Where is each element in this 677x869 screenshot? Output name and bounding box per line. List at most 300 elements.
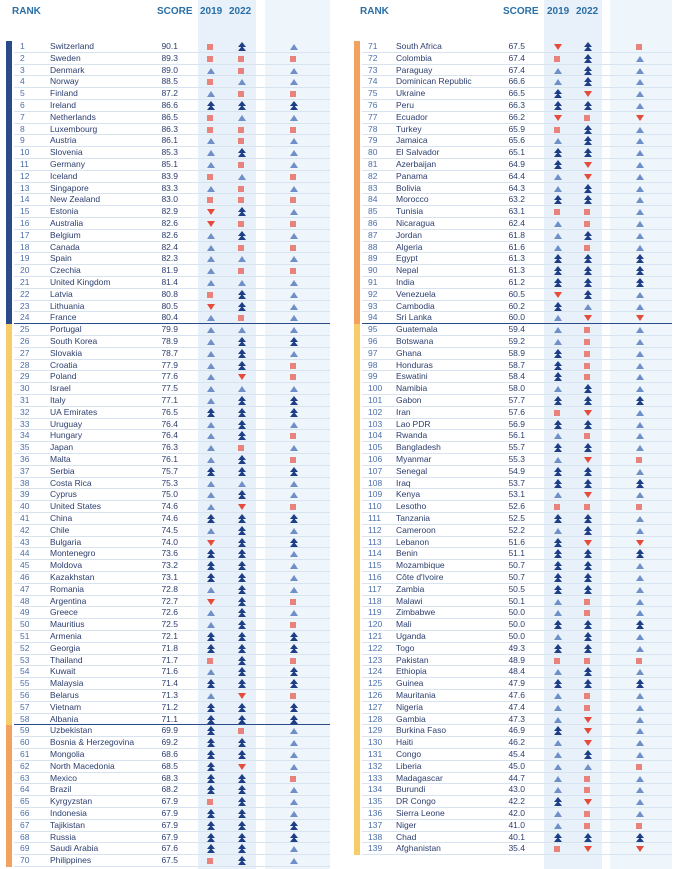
- rank-cell: 13: [20, 182, 30, 193]
- indicator-2022-icon: [238, 420, 246, 428]
- indicator-change-icon: [290, 846, 298, 852]
- indicator-change-icon: [636, 245, 644, 251]
- tier-color-bar: [354, 53, 360, 65]
- indicator-2019-icon: [207, 138, 215, 144]
- tier-color-bar: [6, 737, 12, 749]
- indicator-change-icon: [636, 587, 644, 593]
- indicator-change-icon: [290, 101, 298, 109]
- indicator-2022-icon: [238, 174, 246, 180]
- tier-color-bar: [6, 112, 12, 124]
- score-cell: 61.6: [508, 241, 525, 252]
- indicator-2019-icon: [554, 693, 562, 699]
- score-cell: 50.0: [508, 619, 525, 630]
- indicator-change-icon: [636, 422, 644, 428]
- tier-color-bar: [354, 749, 360, 761]
- tier-color-bar: [6, 430, 12, 442]
- table-row: [0, 596, 340, 608]
- country-cell: Hungary: [50, 430, 83, 441]
- indicator-2019-icon: [207, 363, 215, 369]
- score-cell: 81.4: [161, 277, 178, 287]
- rank-cell: 2: [20, 52, 25, 63]
- score-cell: 74.6: [161, 513, 178, 523]
- indicator-2019-icon: [554, 386, 562, 392]
- tier-color-bar: [354, 631, 360, 643]
- score-cell: 66.2: [508, 111, 525, 122]
- table-row: [340, 242, 677, 254]
- score-cell: 59.2: [508, 336, 525, 346]
- country-cell: Colombia: [396, 52, 432, 63]
- indicator-2022-icon: [584, 846, 592, 852]
- country-cell: Chile: [50, 524, 70, 535]
- indicator-change-icon: [290, 833, 298, 841]
- score-cell: 58.4: [508, 371, 525, 382]
- country-cell: Botswana: [396, 336, 434, 346]
- country-cell: El Salvador: [396, 147, 440, 158]
- indicator-change-icon: [290, 632, 298, 640]
- score-cell: 71.1: [161, 713, 178, 724]
- table-row: [340, 596, 677, 608]
- indicator-2022-icon: [584, 278, 592, 286]
- indicator-change-icon: [636, 445, 644, 451]
- indicator-2022-icon: [584, 457, 592, 463]
- indicator-2022-icon: [238, 101, 246, 109]
- score-cell: 45.0: [508, 760, 525, 771]
- table-row: [0, 666, 340, 678]
- table-row: [340, 430, 677, 442]
- indicator-2019-icon: [207, 599, 215, 605]
- indicator-2019-icon: [554, 776, 562, 782]
- table-row: [340, 183, 677, 195]
- indicator-change-icon: [636, 705, 644, 711]
- country-cell: Uruguay: [50, 418, 83, 429]
- indicator-2019-icon: [207, 79, 213, 85]
- indicator-2019-icon: [554, 44, 562, 50]
- table-row: [0, 360, 340, 372]
- indicator-change-icon: [290, 787, 298, 793]
- tier-color-bar: [6, 643, 12, 655]
- country-cell: Finland: [50, 88, 78, 99]
- indicator-2019-icon: [554, 245, 562, 251]
- indicator-2022-icon: [238, 127, 244, 133]
- indicator-change-icon: [636, 540, 644, 546]
- indicator-2019-icon: [207, 821, 215, 829]
- indicator-change-icon: [290, 764, 298, 770]
- rank-cell: 122: [368, 642, 383, 653]
- rank-cell: 9: [20, 135, 25, 146]
- indicator-2019-icon: [207, 408, 215, 416]
- indicator-2022-icon: [584, 514, 592, 522]
- score-cell: 74.0: [161, 536, 178, 547]
- table-row: [340, 65, 677, 77]
- country-cell: Côte d'Ivoire: [396, 572, 444, 582]
- indicator-2022-icon: [238, 256, 246, 262]
- rank-cell: 89: [368, 253, 378, 264]
- tier-color-bar: [6, 324, 12, 336]
- indicator-2022-icon: [238, 620, 246, 628]
- indicator-2019-icon: [207, 549, 215, 557]
- indicator-2019-icon: [554, 443, 562, 451]
- score-cell: 58.0: [508, 383, 525, 394]
- tier-color-bar: [6, 454, 12, 466]
- score-cell: 64.9: [508, 159, 525, 169]
- indicator-2022-icon: [584, 209, 590, 215]
- indicator-2022-icon: [584, 315, 592, 321]
- score-cell: 82.4: [161, 241, 178, 252]
- tier-color-bar: [6, 371, 12, 383]
- score-cell: 61.3: [508, 253, 525, 264]
- indicator-change-icon: [636, 717, 644, 723]
- score-cell: 65.9: [508, 123, 525, 134]
- score-cell: 72.6: [161, 607, 178, 618]
- rank-cell: 136: [368, 808, 383, 818]
- score-cell: 61.3: [508, 265, 525, 276]
- score-cell: 86.1: [161, 135, 178, 146]
- indicator-2019-icon: [554, 420, 562, 428]
- indicator-2019-icon: [207, 374, 215, 380]
- table-row: [0, 761, 340, 773]
- table-row: [0, 678, 340, 690]
- table-row: [0, 832, 340, 844]
- score-cell: 67.9: [161, 819, 178, 830]
- indicator-2022-icon: [238, 207, 246, 215]
- table-row: [0, 301, 340, 313]
- score-cell: 55.3: [508, 454, 525, 464]
- country-cell: Sweden: [50, 52, 81, 63]
- country-cell: Paraguay: [396, 64, 433, 75]
- indicator-2022-icon: [238, 809, 246, 817]
- indicator-change-icon: [290, 610, 298, 616]
- tier-color-bar: [354, 289, 360, 301]
- indicator-change-icon: [636, 728, 644, 734]
- score-cell: 66.5: [508, 88, 525, 99]
- indicator-2019-icon: [554, 658, 560, 664]
- indicator-2022-icon: [584, 54, 592, 62]
- table-row: [340, 407, 677, 419]
- indicator-change-icon: [636, 846, 644, 852]
- rank-cell: 73: [368, 64, 378, 75]
- country-cell: Netherlands: [50, 111, 96, 122]
- rank-cell: 8: [20, 123, 25, 134]
- indicator-2019-icon: [554, 538, 562, 546]
- indicator-change-icon: [290, 821, 298, 829]
- country-cell: Ghana: [396, 347, 422, 358]
- indicator-change-icon: [636, 327, 644, 333]
- tier-color-bar: [6, 383, 12, 395]
- rank-cell: 99: [368, 371, 378, 382]
- indicator-change-icon: [290, 445, 298, 451]
- tier-color-bar: [354, 820, 360, 832]
- indicator-2022-icon: [584, 77, 592, 85]
- tier-color-bar: [354, 206, 360, 218]
- rank-cell: 35: [20, 442, 30, 453]
- indicator-2022-icon: [584, 42, 592, 50]
- tier-color-bar: [6, 277, 12, 289]
- indicator-2022-icon: [584, 351, 590, 357]
- indicator-change-icon: [290, 91, 296, 97]
- score-cell: 69.2: [161, 737, 178, 748]
- rank-cell: 39: [20, 489, 30, 500]
- indicator-2022-icon: [238, 68, 244, 74]
- score-cell: 80.5: [161, 300, 178, 311]
- table-row: [0, 737, 340, 749]
- indicator-2022-icon: [584, 91, 592, 97]
- tier-color-bar: [354, 666, 360, 678]
- country-cell: Lao PDR: [396, 418, 431, 429]
- score-cell: 83.3: [161, 182, 178, 193]
- tier-color-bar: [6, 265, 12, 277]
- rank-cell: 78: [368, 123, 378, 134]
- indicator-2019-icon: [207, 679, 215, 687]
- score-cell: 44.7: [508, 772, 525, 783]
- rank-cell: 20: [20, 265, 30, 276]
- table-row: [0, 312, 340, 324]
- rank-cell: 68: [20, 831, 30, 842]
- tier-color-bar: [6, 714, 12, 726]
- indicator-change-icon: [636, 479, 644, 487]
- right-ranking-table: [340, 0, 677, 869]
- indicator-2022-icon: [584, 125, 592, 133]
- rank-cell: 87: [368, 229, 378, 240]
- tier-color-bar: [354, 371, 360, 383]
- indicator-2019-icon: [207, 858, 213, 864]
- rank-cell: 129: [368, 725, 383, 736]
- indicator-2022-icon: [584, 610, 590, 616]
- table-row: [340, 714, 677, 726]
- rank-cell: 91: [368, 277, 378, 287]
- rank-cell: 42: [20, 524, 30, 535]
- indicator-2019-icon: [207, 644, 215, 652]
- country-cell: United Kingdom: [50, 277, 111, 287]
- indicator-2022-icon: [584, 254, 592, 262]
- country-cell: Sierra Leone: [396, 808, 445, 818]
- score-cell: 71.2: [161, 701, 178, 712]
- indicator-2019-icon: [554, 549, 562, 557]
- indicator-2019-icon: [207, 528, 215, 534]
- score-cell: 46.9: [508, 725, 525, 736]
- score-cell: 80.4: [161, 312, 178, 323]
- country-cell: Croatia: [50, 359, 78, 370]
- country-cell: Burundi: [396, 784, 426, 795]
- tier-color-bar: [354, 548, 360, 560]
- indicator-2019-icon: [207, 386, 215, 392]
- score-cell: 58.7: [508, 359, 525, 370]
- country-cell: Romania: [50, 583, 85, 594]
- score-cell: 67.9: [161, 796, 178, 807]
- country-cell: North Macedonia: [50, 760, 115, 771]
- indicator-2019-icon: [207, 481, 215, 487]
- tier-color-bar: [354, 383, 360, 395]
- tier-color-bar: [6, 690, 12, 702]
- indicator-2019-icon: [207, 726, 215, 734]
- tier-color-bar: [354, 277, 360, 289]
- indicator-change-icon: [290, 514, 298, 522]
- table-row: [0, 183, 340, 195]
- score-cell: 76.5: [161, 406, 178, 417]
- score-header: SCORE: [157, 6, 193, 17]
- table-row: [340, 218, 677, 230]
- rank-cell: 135: [368, 796, 383, 807]
- indicator-2022-icon: [238, 728, 244, 734]
- country-cell: Gambia: [396, 713, 426, 724]
- country-cell: Senegal: [396, 465, 428, 476]
- country-cell: Ethiopia: [396, 666, 427, 677]
- indicator-change-icon: [636, 56, 644, 62]
- indicator-2022-icon: [584, 410, 592, 416]
- indicator-2019-icon: [207, 174, 213, 180]
- table-row: [340, 100, 677, 112]
- indicator-change-icon: [636, 103, 644, 109]
- score-cell: 50.1: [508, 595, 525, 606]
- indicator-2022-icon: [584, 184, 592, 192]
- score-cell: 90.1: [161, 41, 178, 51]
- indicator-change-icon: [290, 457, 296, 463]
- tier-color-bar: [6, 147, 12, 159]
- indicator-2022-icon: [584, 479, 592, 487]
- score-cell: 76.4: [161, 430, 178, 441]
- indicator-2022-icon: [584, 693, 590, 699]
- indicator-2022-icon: [238, 573, 246, 581]
- rank-cell: 62: [20, 760, 30, 771]
- rank-cell: 137: [368, 819, 383, 830]
- indicator-2019-icon: [207, 44, 213, 50]
- country-cell: Nicaragua: [396, 218, 435, 228]
- score-cell: 52.5: [508, 513, 525, 523]
- indicator-2022-icon: [238, 115, 246, 121]
- table-row: [340, 832, 677, 844]
- country-cell: Germany: [50, 159, 85, 169]
- indicator-2019-icon: [207, 56, 213, 62]
- tier-color-bar: [354, 537, 360, 549]
- score-cell: 50.7: [508, 572, 525, 582]
- country-cell: Ireland: [50, 100, 76, 110]
- table-row: [340, 454, 677, 466]
- indicator-2022-icon: [238, 856, 246, 864]
- rank-cell: 70: [20, 855, 30, 866]
- indicator-2022-icon: [238, 431, 246, 439]
- rank-cell: 124: [368, 666, 383, 677]
- indicator-2019-icon: [554, 457, 562, 463]
- table-row: [0, 277, 340, 289]
- rank-cell: 12: [20, 170, 30, 181]
- table-row: [0, 454, 340, 466]
- indicator-2019-icon: [207, 504, 215, 510]
- rank-cell: 40: [20, 501, 30, 512]
- indicator-change-icon: [290, 587, 298, 593]
- indicator-change-icon: [290, 551, 298, 557]
- indicator-2019-icon: [207, 492, 215, 498]
- rank-cell: 45: [20, 560, 30, 571]
- score-cell: 74.6: [161, 501, 178, 512]
- country-cell: Lesotho: [396, 501, 427, 512]
- rank-cell: 4: [20, 76, 25, 87]
- indicator-2019-icon: [207, 115, 213, 121]
- indicator-change-icon: [290, 667, 298, 675]
- indicator-change-icon: [290, 693, 296, 699]
- rank-cell: 108: [368, 477, 383, 488]
- indicator-2019-icon: [207, 738, 215, 746]
- table-row: [0, 714, 340, 726]
- rank-cell: 38: [20, 477, 30, 488]
- table-row: [340, 537, 677, 549]
- country-cell: Poland: [50, 371, 77, 382]
- score-cell: 82.6: [161, 229, 178, 240]
- tier-color-bar: [354, 159, 360, 171]
- score-cell: 82.3: [161, 253, 178, 264]
- score-cell: 50.5: [508, 583, 525, 594]
- tier-color-bar: [354, 171, 360, 183]
- country-cell: Latvia: [50, 288, 73, 299]
- indicator-2019-icon: [554, 410, 560, 416]
- indicator-2022-icon: [238, 327, 246, 333]
- rank-cell: 34: [20, 430, 30, 441]
- indicator-2022-icon: [584, 585, 592, 593]
- indicator-change-icon: [636, 528, 644, 534]
- indicator-change-icon: [290, 799, 298, 805]
- tier-color-bar: [354, 596, 360, 608]
- rank-cell: 126: [368, 690, 383, 700]
- indicator-2019-icon: [554, 467, 562, 475]
- indicator-change-icon: [290, 811, 298, 817]
- rank-cell: 41: [20, 513, 30, 523]
- tier-color-bar: [354, 560, 360, 572]
- indicator-2022-icon: [238, 585, 246, 593]
- rank-cell: 57: [20, 701, 30, 712]
- country-cell: Mexico: [50, 772, 77, 783]
- score-cell: 73.2: [161, 560, 178, 571]
- indicator-2022-icon: [238, 361, 246, 369]
- score-cell: 74.5: [161, 524, 178, 535]
- table-row: [340, 360, 677, 372]
- indicator-2019-icon: [207, 587, 215, 593]
- rank-cell: 22: [20, 288, 30, 299]
- rank-cell: 25: [20, 324, 30, 335]
- indicator-2019-icon: [554, 492, 562, 498]
- indicator-2019-icon: [554, 479, 562, 487]
- indicator-change-icon: [290, 374, 296, 380]
- country-cell: Burkina Faso: [396, 725, 447, 736]
- tier-color-bar: [354, 584, 360, 596]
- country-cell: Niger: [396, 819, 417, 830]
- indicator-change-icon: [636, 115, 644, 121]
- rank-cell: 120: [368, 619, 383, 630]
- indicator-2022-icon: [238, 197, 244, 203]
- table-row: [340, 159, 677, 171]
- indicator-change-icon: [636, 740, 644, 746]
- score-cell: 66.3: [508, 100, 525, 110]
- table-row: [340, 442, 677, 454]
- indicator-2022-icon: [238, 290, 246, 298]
- indicator-2019-icon: [554, 221, 562, 227]
- country-cell: Mongolia: [50, 749, 85, 759]
- table-row: [340, 607, 677, 619]
- indicator-2019-icon: [554, 101, 562, 109]
- indicator-change-icon: [636, 351, 644, 357]
- table-row: [340, 348, 677, 360]
- tier-color-bar: [354, 312, 360, 324]
- country-cell: Serbia: [50, 465, 75, 476]
- rank-cell: 71: [368, 41, 378, 51]
- indicator-2022-icon: [238, 302, 246, 310]
- score-cell: 66.6: [508, 76, 525, 87]
- tier-color-bar: [6, 678, 12, 690]
- table-row: [340, 643, 677, 655]
- rank-cell: 66: [20, 808, 30, 818]
- indicator-2022-icon: [584, 776, 590, 782]
- tier-color-bar: [354, 832, 360, 844]
- indicator-change-icon: [290, 209, 298, 215]
- table-row: [340, 843, 677, 855]
- indicator-2019-icon: [207, 622, 215, 628]
